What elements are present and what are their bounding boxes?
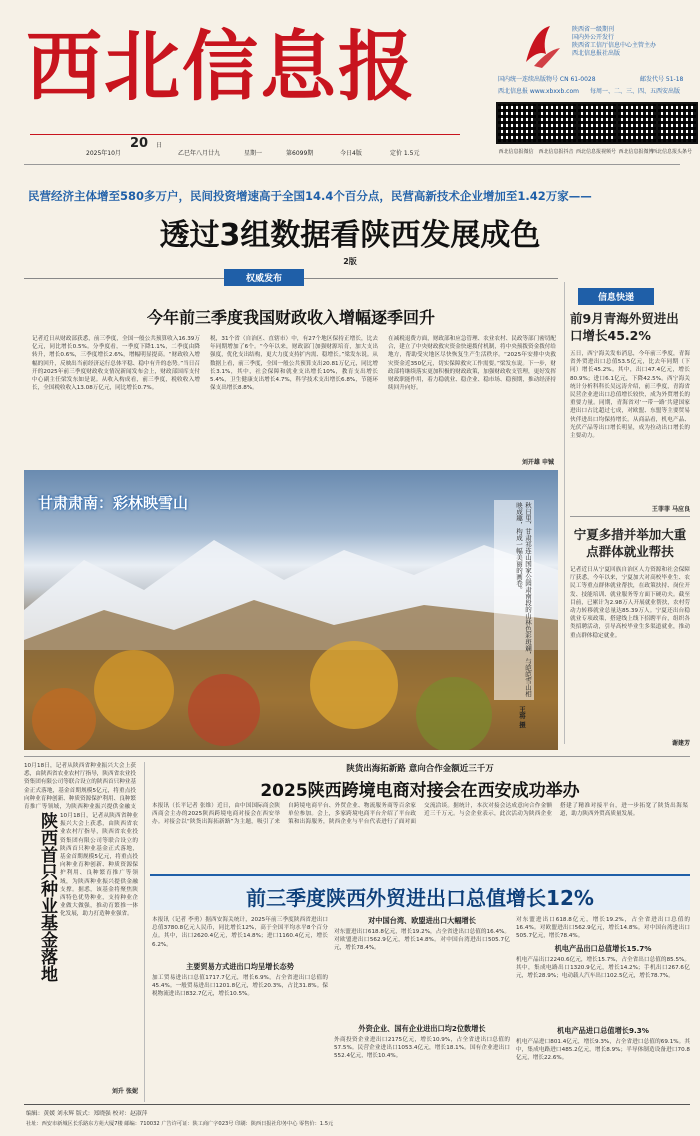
photo-caption: 秋日里，甘肃祁连山国家公园肃南段的山林色彩斑斓，与皑皑雪山相映成趣，构成一幅美丽的画卷。	[494, 500, 534, 700]
finance-headline: 今年前三季度我国财政收入增幅逐季回升	[146, 308, 435, 327]
schedule: 每周一、二、三、四、五西安出版	[590, 88, 681, 95]
side-line: 国内外公开发行	[572, 34, 615, 41]
trade-sub3: 外资企业、国有企业进出口均2位数增长	[358, 1024, 486, 1033]
seed-divider	[144, 762, 145, 1102]
page-count: 今日4版	[340, 150, 362, 157]
qr-label: 西北信息报微信	[498, 149, 534, 155]
feature-photo	[24, 470, 558, 750]
trade-headline-box	[150, 874, 690, 910]
footer-editors: 编辑：黄媛 刘永辉 版式：郑晓强 校对：赵淑萍	[26, 1111, 148, 1117]
masthead-side-info	[572, 26, 692, 58]
qr-code[interactable]	[536, 102, 578, 144]
qr-label: 西北信息报微博	[618, 149, 654, 155]
date-year-month: 2025年10月	[86, 150, 121, 157]
side-line: 陕西省一级期刊	[572, 26, 615, 33]
mid-divider	[24, 756, 690, 757]
qr-code[interactable]	[496, 102, 538, 144]
weekday: 星期一	[244, 150, 263, 157]
masthead-title: 西北信息报	[26, 22, 416, 111]
trade-sub2-body: 对东盟进出口618.8亿元，增长19.2%，占全省进出口总值的16.4%。对欧盟进出口562.9亿元，增长14.8%。对中国台湾进出口505.7亿元，增长78.4%。	[334, 929, 510, 952]
trade-sub4-body: 机电产品出口2240.6亿元，增长15.7%，占全省出口总值的85.5%。其中，集成电路出口1320.9亿元，增长14.2%；手机出口267.6亿元，增长28.9%；电动载人汽车出口102.5亿元，增长78.7%。	[516, 957, 690, 980]
photo-title: 甘肃肃南：彩林映雪山	[38, 494, 189, 512]
finance-col3: 在减税退费方面，财政部和应急管理、农业农村、民政等部门密切配合，建立了中央财政救灾资金快速拨付机制，将中央预拨资金拨付给地方，帮助受灾地区尽快恢复生产生活秩序。“2025年安排中央救灾资金近350亿元，切实保障救灾工作需要。”梁发东说。下一步，财政部将继续落实更加积极的财政政策，加强财政收支管理，更好发挥财政职能作用，着力稳就业、稳企业、稳市场、稳预期，推动经济持续回升向好。	[388, 336, 556, 392]
lead-kicker: 民营经济主体增至580多万户，民间投资增速高于全国14.4个百分点，民营高新技术企业增加至1.42万家——	[28, 189, 592, 203]
trade-headline: 前三季度陕西外贸进出口总值增长12%	[246, 886, 594, 910]
lunar-date: 乙巳年八月廿九	[178, 150, 221, 157]
trade-sub5-body: 机电产品进口801.4亿元，增长9.3%，占全省进口总值的69.1%。其中，集成电路进口485.2亿元，增长8.9%；半导体制造设备进口70.8亿元，增长22.6%。	[516, 1039, 690, 1062]
date-day: 20	[130, 136, 149, 151]
photo-credit: 王将 摄	[518, 706, 526, 728]
website: 西北信息报 www.xbxxb.com	[498, 88, 579, 95]
trade-sub3-body: 外商投资企业进出口2175亿元，增长10.9%，占全省进出口总值的57.5%。民营企业进出口1053.4亿元，增长18.1%。国有企业进出口552.4亿元，增长10.4%。	[334, 1037, 510, 1060]
ecommerce-headline: 2025陕西跨境电商对接会在西安成功举办	[260, 781, 580, 801]
side-line: 西北信息报社出版	[572, 50, 621, 57]
issue-number: 第6099期	[286, 150, 314, 157]
flash-tag: 信息快递	[578, 288, 654, 305]
lead-page-ref: 2版	[343, 257, 357, 266]
masthead-divider	[24, 164, 680, 165]
qr-label: 西北信息报视频号	[575, 149, 616, 155]
seed-byline: 刘升 张妮	[111, 1088, 138, 1095]
finance-col2: 税，31个省（自治区、直辖市）中，有27个地区保持正增长，比去年同期增加了6个。“今年以来，财政部门加强财源培育，加大支出强度，优化支出结构，更大力度支持扩内需、稳增长。”梁发东说。从数据上看，前三季度，全国一般公共预算支出20.81万亿元，同比增长3.1%，其中，社会保障和就业支出增长10%，教育支出增长5.4%，卫生健康支出增长4.7%，科学技术支出增长6.8%，节能环保支出增长8.8%。	[210, 336, 378, 392]
finance-tag: 权威发布	[224, 269, 304, 286]
postal-code: 邮发代号 51-18	[640, 76, 684, 83]
qr-code[interactable]	[576, 102, 618, 144]
qr-code[interactable]	[616, 102, 658, 144]
trade-sub5: 机电产品进口总值增长9.3%	[557, 1026, 649, 1035]
qinghai-headline: 前9月青海外贸进出口增长45.2%	[570, 311, 679, 343]
footer-address: 社址：西安市新城区长乐路东方苑大厦7楼 邮编：710032 广告许可证：陕工商广字023号 印刷：陕西日报社印务中心 零售价：1.5元	[26, 1121, 334, 1127]
cn-number: 国内统一连续出版物号 CN 61-0028	[498, 76, 596, 83]
finance-byline: 刘开雄 申铖	[521, 459, 554, 466]
finance-section	[24, 274, 558, 468]
masthead-date-bar	[30, 126, 460, 160]
seed-headline: 陕西首只种业基金落地	[37, 812, 57, 982]
trade-sub1: 主要贸易方式进出口均呈增长态势	[186, 962, 294, 971]
ningxia-byline: 谢建芳	[671, 740, 690, 747]
seed-body: 10月18日，记者从陕西省种业振兴大会上获悉，由陕西省农业农村厅指导，陕西省农业投资集团有限公司等联合设立的陕西首只种业基金正式落地，基金首期规模5亿元，将重点投向种业育种创新、种质资源保护利用、良种繁育推广等领域，为陕西种业振兴提供金融支	[24, 763, 136, 810]
ecommerce-body: 本报讯（长平记者 张维）近日，由中国国际商会陕西商会主办的2025陕西跨境电商对接会在西安举办。对接会以“陕货出海拓新路”为主题，吸引了来自跨境电商平台、外贸企业、物流服务商等百余家单位参加。会上，多家跨境电商平台介绍了平台政策和出海服务，陕西企业与平台代表进行了面对面交流洽谈。据统计，本次对接会达成意向合作金额近三千万元。与会企业表示，此次活动为陕西企业搭建了精准对接平台，进一步拓宽了陕货出海渠道，助力陕西外贸高质量发展。	[152, 803, 688, 826]
trade-sub1-body: 加工贸易进出口总值1717.7亿元，增长6.9%，占全省进出口总值的45.4%。一般贸易进出口1201.8亿元，增长20.3%，占比31.8%。保税物流进出口832.7亿元，增长10.5%。	[152, 975, 328, 998]
qr-label: 西北信息报抖音	[538, 149, 574, 155]
day-unit: 日	[156, 142, 163, 149]
ningxia-headline: 宁夏多措并举加大重点群体就业帮扶	[573, 527, 687, 559]
side-line: 陕西省工信厅信息中心主管主办	[572, 42, 657, 49]
ningxia-body: 记者近日从宁夏回族自治区人力资源和社会保障厅获悉，今年以来，宁夏加大对高校毕业生、农民工等重点群体就业帮扶，在政策扶持、岗位开发、技能培训、就业服务等方面下硬功夫。截至目前，已累计为2.98万人开展就业帮扶，农村劳动力转移就业总量达85.39万人。宁夏还出台稳就业专项政策，搭建线上线下招聘平台，组织各类招聘活动，引导高校毕业生多渠道就业，推动重点群体稳定就业。	[570, 567, 690, 639]
right-column-divider	[564, 282, 565, 744]
trade-sub4: 机电产品出口总值增长15.7%	[554, 944, 652, 953]
qr-label: 西北信息报头条号	[651, 149, 692, 155]
ecommerce-kicker: 陕货出海拓新路 意向合作金额近三千万	[346, 764, 494, 774]
trade-sub2: 对中国台湾、欧盟进出口大幅增长	[368, 916, 476, 925]
finance-col1: 记者近日从财政部获悉，前三季度，全国一般公共预算收入16.39万亿元，同比增长0.5%。分季度看，一季度下降1.1%，二季度由降转升，增长0.6%，三季度增长2.6%，增幅明显提高。“财政收入增幅的回升，反映出当前经济运行总体平稳、稳中有升的态势。”当日召开的2025年前三季度财政收支情况新闻发布会上，财政部国库支付中心副主任梁发东如是说。从收入构成看，前三季度，税收收入增长，全国税收收入13.08万亿元，同比增长0.7%。	[32, 336, 200, 392]
seed-body-cont: 10月18日，记者从陕西省种业振兴大会上获悉，由陕西省农业农村厅指导，陕西省农业投资集团有限公司等联合设立的陕西首只种业基金正式落地，基金首期规模5亿元，将重点投向种业育种创新、种质资源保护利用、良种繁育推广等领域，为陕西种业振兴提供金融支撑。据悉，该基金将聚焦陕西特色优势种业，支持种业企业做大做强，推动育繁推一体化发展，助力打造种业强省。	[60, 813, 138, 918]
price: 定价 1.5元	[390, 150, 420, 157]
trade-col3-top: 对东盟进出口618.8亿元，增长19.2%，占全省进出口总值的16.4%。对欧盟进出口562.9亿元，增长14.8%。对中国台湾进出口505.7亿元，增长78.4%。	[516, 917, 690, 940]
lead-headline: 透过3组数据看陕西发展成色	[159, 218, 541, 253]
qr-code[interactable]	[656, 102, 698, 144]
qinghai-byline: 王菲菲 马应良	[651, 506, 690, 513]
logo	[520, 20, 564, 72]
trade-body: 本报讯（记者 李勇）据西安海关统计，2025年前三季度陕西省进出口总值3780.8亿元人民币，同比增长12%，高于全国平均水平8个百分点。其中，出口2620.4亿元，增长14.8%；进口1160.4亿元，增长6.2%。	[152, 917, 328, 948]
qinghai-body: 五日，西宁海关发布消息，今年前三季度，青海省外贸进出口总值53.5亿元，比去年同期（下同）增长45.2%。其中，出口47.4亿元，增长80.9%；进口6.1亿元，下降42.5%。西宁海关统计分析科科长吴远涛介绍，前三季度，青海省民营企业进出口总值增长较快，成为外贸增长的重要力量。同期，青海省对‘一带一路’共建国家进出口占比超过七成，对欧盟、东盟等主要贸易伙伴进出口均保持增长。从商品看，机电产品、光伏产品等出口增长明显，成为拉动出口增长的主要动力。	[570, 351, 690, 440]
